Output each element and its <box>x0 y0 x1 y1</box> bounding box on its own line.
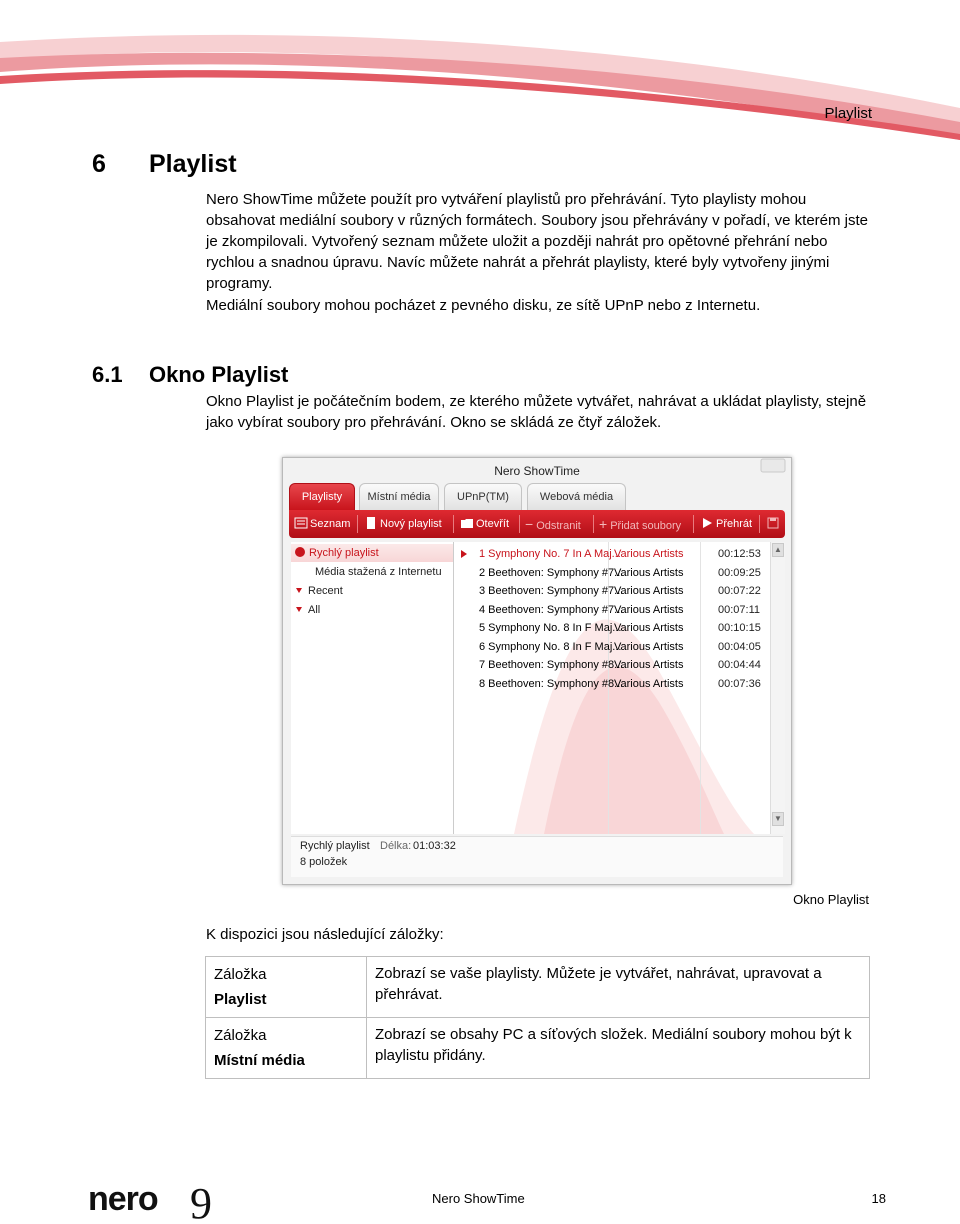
status-length: 01:03:32 <box>413 840 456 852</box>
chapter-paragraph-2: Mediální soubory mohou pocházet z pevného disku, ze sítě UPnP nebo z Internetu. <box>206 297 761 314</box>
track-title: 5 Symphony No. 8 In F Maj... <box>479 622 622 634</box>
minus-icon: − <box>525 516 534 532</box>
app-window-screenshot <box>282 457 792 885</box>
nero-logo <box>88 1180 228 1224</box>
table-row[interactable] <box>454 656 770 674</box>
tab-name: Playlist <box>214 991 267 1008</box>
tab-label: Záložka <box>214 966 267 983</box>
track-duration: 00:09:25 <box>718 566 761 579</box>
chapter-heading <box>92 150 237 179</box>
save-icon <box>767 517 779 529</box>
track-title: 2 Beethoven: Symphony #7... <box>479 566 624 579</box>
track-artist: Various Artists <box>614 659 684 671</box>
table-row[interactable] <box>454 564 770 582</box>
tree-item-recent[interactable] <box>291 582 343 600</box>
svg-text:9: 9 <box>190 1179 212 1224</box>
expand-icon <box>296 588 302 593</box>
scroll-down-icon[interactable]: ▼ <box>772 812 784 826</box>
table-row[interactable] <box>454 638 770 656</box>
track-list <box>454 542 770 834</box>
chapter-paragraph: Nero ShowTime můžete použít pro vytváření playlistů pro přehrávání. Tyto playlisty mohou obsahovat mediální soubory v různých formátech. Soubory jsou přehrávány v pořadí, ve kterém jste je zkompilovali. Vytvořený seznam můžete uložit a později nahrát pro opětovné přehrání nebo rychlou a snadnou úpravu. Navíc můžete nahrát a přehrát playlisty, které byly vytvořeny jinými programy. <box>206 191 868 292</box>
tree-item-label: All <box>308 604 321 616</box>
tab-mistni-media[interactable]: Místní média <box>359 483 439 510</box>
track-duration: 00:04:44 <box>718 659 761 671</box>
save-button[interactable] <box>767 510 782 538</box>
play-icon <box>701 517 713 529</box>
tree-item-rychly-playlist[interactable] <box>291 544 453 562</box>
track-title: 7 Beethoven: Symphony #8... <box>479 659 624 671</box>
odstranit-label: Odstranit <box>536 520 581 532</box>
table-row[interactable] <box>454 582 770 600</box>
chapter-title: Playlist <box>149 150 237 178</box>
pridat-soubory-label: Přidat soubory <box>610 520 682 532</box>
scroll-up-icon[interactable]: ▲ <box>772 543 784 557</box>
svg-text:nero: nero <box>88 1180 158 1218</box>
tab-webova-media[interactable]: Webová média <box>527 483 626 510</box>
section-paragraph: Okno Playlist je počátečním bodem, ze kterého můžete vytvářet, nahrávat a ukládat playlisty, stejně jako vybírat soubory pro přehrávání. Okno se skládá ze čtyř záložek. <box>206 393 867 431</box>
odstranit-button[interactable] <box>525 510 581 538</box>
section-heading <box>92 362 288 388</box>
seznam-button[interactable] <box>295 510 350 538</box>
now-playing-icon <box>461 550 467 558</box>
tabs-intro: K dispozici jsou následující záložky: <box>206 926 444 943</box>
track-list-scrollbar[interactable] <box>770 542 785 834</box>
track-duration: 00:07:22 <box>718 585 761 597</box>
folder-icon <box>461 517 473 529</box>
otevrit-label: Otevřít <box>476 518 510 530</box>
table-row <box>206 957 870 1018</box>
section-title: Okno Playlist <box>149 362 289 387</box>
footer-product: Nero ShowTime <box>432 1191 525 1206</box>
status-length-label: Délka: <box>380 840 412 852</box>
seznam-label: Seznam <box>310 518 351 530</box>
status-playlist-name: Rychlý playlist <box>300 840 370 852</box>
header-swoosh <box>0 0 960 140</box>
table-row[interactable] <box>454 601 770 619</box>
play-dot-icon <box>295 547 305 557</box>
track-title: 8 Beethoven: Symphony #8... <box>479 677 624 690</box>
app-title: Nero ShowTime <box>494 464 580 478</box>
table-row[interactable] <box>454 675 770 693</box>
track-title: 4 Beethoven: Symphony #7... <box>479 603 624 616</box>
track-title: 1 Symphony No. 7 In A Maj... <box>479 548 621 560</box>
tabs-table <box>205 956 870 1079</box>
tab-description: Zobrazí se obsahy PC a síťových složek. Mediální soubory mohou být k playlistu přidány. <box>367 1018 870 1079</box>
new-document-icon <box>365 517 377 529</box>
prehrat-label: Přehrát <box>716 518 753 530</box>
footer-page-number: 18 <box>871 1191 886 1206</box>
prehrat-button[interactable] <box>701 510 752 538</box>
plus-icon: + <box>599 516 608 532</box>
track-artist: Various Artists <box>614 622 684 634</box>
track-duration: 00:12:53 <box>718 548 761 560</box>
chapter-number: 6 <box>92 150 106 178</box>
tab-upnp[interactable]: UPnP(TM) <box>444 483 522 510</box>
track-artist: Various Artists <box>614 585 684 597</box>
track-title: 6 Symphony No. 8 In F Maj... <box>479 640 622 653</box>
table-row[interactable] <box>454 619 770 637</box>
expand-icon <box>296 607 302 612</box>
track-duration: 00:04:05 <box>718 640 761 653</box>
track-duration: 00:10:15 <box>718 622 761 634</box>
novy-playlist-label: Nový playlist <box>380 518 442 530</box>
novy-playlist-button[interactable] <box>365 510 442 538</box>
window-close-icon[interactable] <box>759 458 787 474</box>
list-icon <box>295 517 307 529</box>
track-duration: 00:07:36 <box>718 677 761 690</box>
track-artist: Various Artists <box>614 603 684 616</box>
track-artist: Various Artists <box>614 548 684 560</box>
tab-playlisty[interactable]: Playlisty <box>289 483 355 510</box>
track-artist: Various Artists <box>614 640 684 653</box>
app-toolbar <box>289 510 785 538</box>
tab-description: Zobrazí se vaše playlisty. Můžete je vytvářet, nahrávat, upravovat a přehrávat. <box>367 957 870 1018</box>
tree-item-media-z-internetu[interactable]: Média stažená z Internetu <box>315 566 442 578</box>
track-artist: Various Artists <box>614 677 684 690</box>
track-title: 3 Beethoven: Symphony #7... <box>479 585 624 597</box>
tab-label: Záložka <box>214 1027 267 1044</box>
track-artist: Various Artists <box>614 566 684 579</box>
pridat-soubory-button[interactable] <box>599 510 681 538</box>
tree-item-all[interactable] <box>291 601 320 619</box>
status-bar <box>291 836 783 877</box>
table-row[interactable] <box>454 545 770 563</box>
section-number: 6.1 <box>92 362 123 387</box>
playlist-tree <box>291 542 454 834</box>
status-item-count: 8 položek <box>300 856 348 868</box>
track-duration: 00:07:11 <box>718 603 761 616</box>
tab-name: Místní média <box>214 1052 305 1069</box>
tree-item-label: Recent <box>308 585 343 597</box>
table-row <box>206 1018 870 1079</box>
otevrit-button[interactable] <box>461 510 509 538</box>
tree-item-label: Rychlý playlist <box>309 547 379 559</box>
running-head: Playlist <box>824 105 872 122</box>
figure-caption: Okno Playlist <box>793 892 869 907</box>
